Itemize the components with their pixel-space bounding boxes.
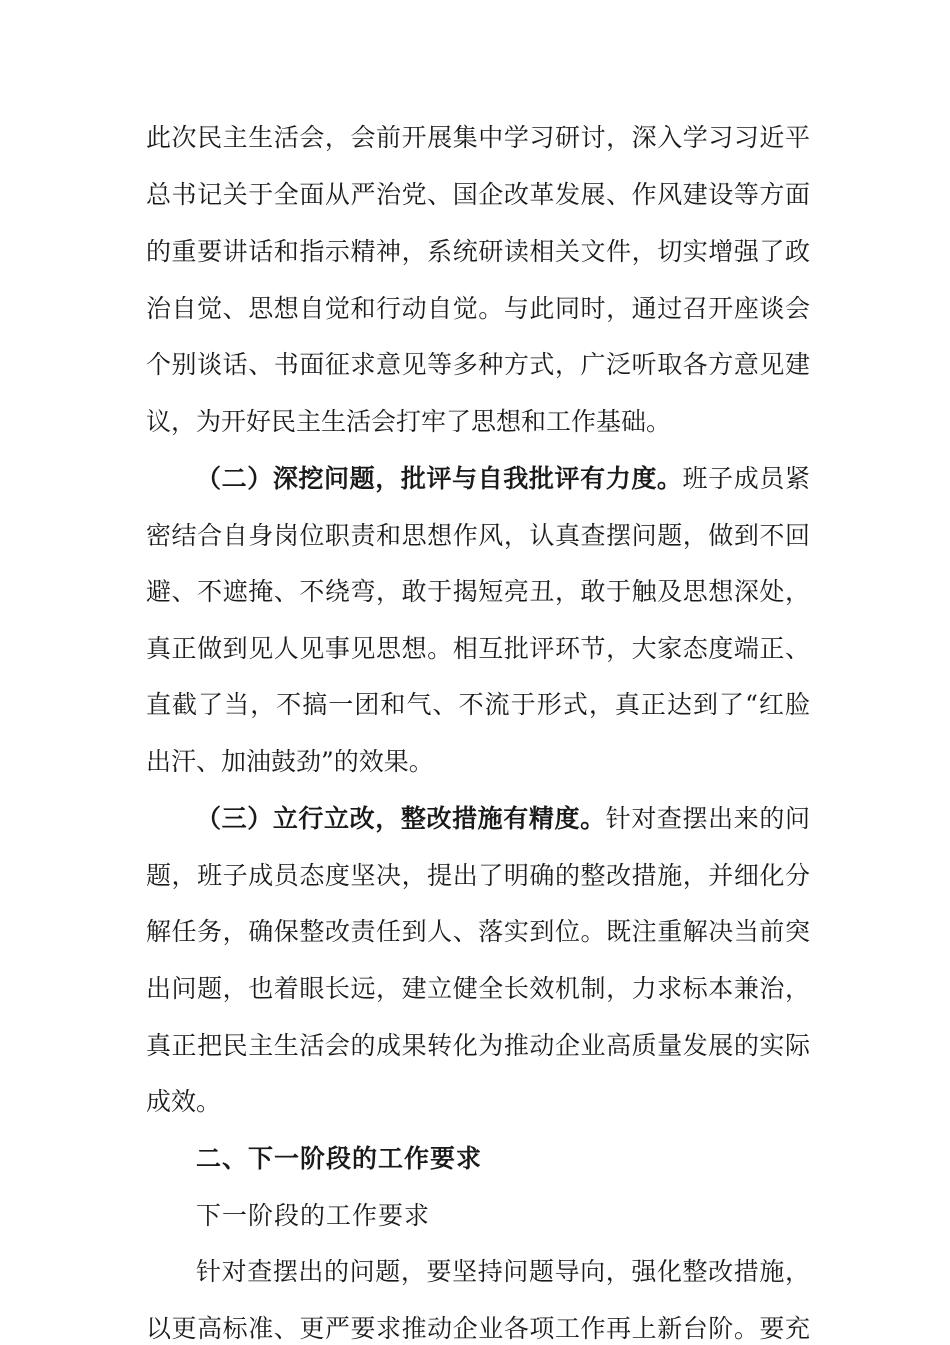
paragraph-line: 出汗、加油鼓劲”的效果。 bbox=[146, 747, 434, 776]
paragraph-line: 避、不遮掩、不绕弯，敢于揭短亮丑，敢于触及思想深处， bbox=[146, 577, 810, 606]
paragraph-line: 总书记关于全面从严治党、国企改革发展、作风建设等方面 bbox=[146, 180, 810, 209]
paragraph-line: 解任务，确保整改责任到人、落实到位。既注重解决当前突 bbox=[146, 917, 810, 946]
paragraph-line: 个别谈话、书面征求意见等多种方式，广泛听取各方意见建 bbox=[146, 350, 810, 379]
section-2-title: （二）深挖问题，批评与自我批评有力度。 bbox=[196, 464, 683, 493]
paragraph-line: 直截了当，不搞一团和气、不流于形式，真正达到了“红脸 bbox=[146, 690, 810, 719]
part-2-heading: 二、下一阶段的工作要求 bbox=[196, 1144, 483, 1173]
section-2-first-line-rest: 班子成员紧 bbox=[682, 464, 810, 493]
part-2-subheading: 下一阶段的工作要求 bbox=[196, 1201, 431, 1230]
section-3-first-line bbox=[196, 803, 810, 835]
paragraph-line: 治自觉、思想自觉和行动自觉。与此同时，通过召开座谈会 bbox=[146, 294, 810, 323]
paragraph-line: 以更高标准、更严要求推动企业各项工作再上新台阶。要充 bbox=[146, 1314, 810, 1343]
paragraph-line: 密结合自身岗位职责和思想作风，认真查摆问题，做到不回 bbox=[146, 521, 810, 550]
paragraph-line: 针对查摆出的问题，要坚持问题导向，强化整改措施， bbox=[196, 1257, 810, 1286]
section-3-title: （三）立行立改，整改措施有精度。 bbox=[196, 804, 606, 833]
paragraph-line: 真正做到见人见事见思想。相互批评环节，大家态度端正、 bbox=[146, 634, 810, 663]
paragraph-line: 的重要讲话和指示精神，系统研读相关文件，切实增强了政 bbox=[146, 237, 810, 266]
paragraph-line: 成效。 bbox=[146, 1087, 222, 1116]
section-3-first-line-rest: 针对查摆出来的问 bbox=[605, 804, 810, 833]
paragraph-line: 题，班子成员态度坚决，提出了明确的整改措施，并细化分 bbox=[146, 861, 810, 890]
paragraph-line: 出问题，也着眼长远，建立健全长效机制，力求标本兼治， bbox=[146, 974, 810, 1003]
section-2-first-line bbox=[196, 463, 810, 495]
paragraph-line: 此次民主生活会，会前开展集中学习研讨，深入学习习近平 bbox=[146, 123, 810, 152]
paragraph-line: 真正把民主生活会的成果转化为推动企业高质量发展的实际 bbox=[146, 1031, 810, 1060]
paragraph-line: 议，为开好民主生活会打牢了思想和工作基础。 bbox=[146, 407, 672, 436]
